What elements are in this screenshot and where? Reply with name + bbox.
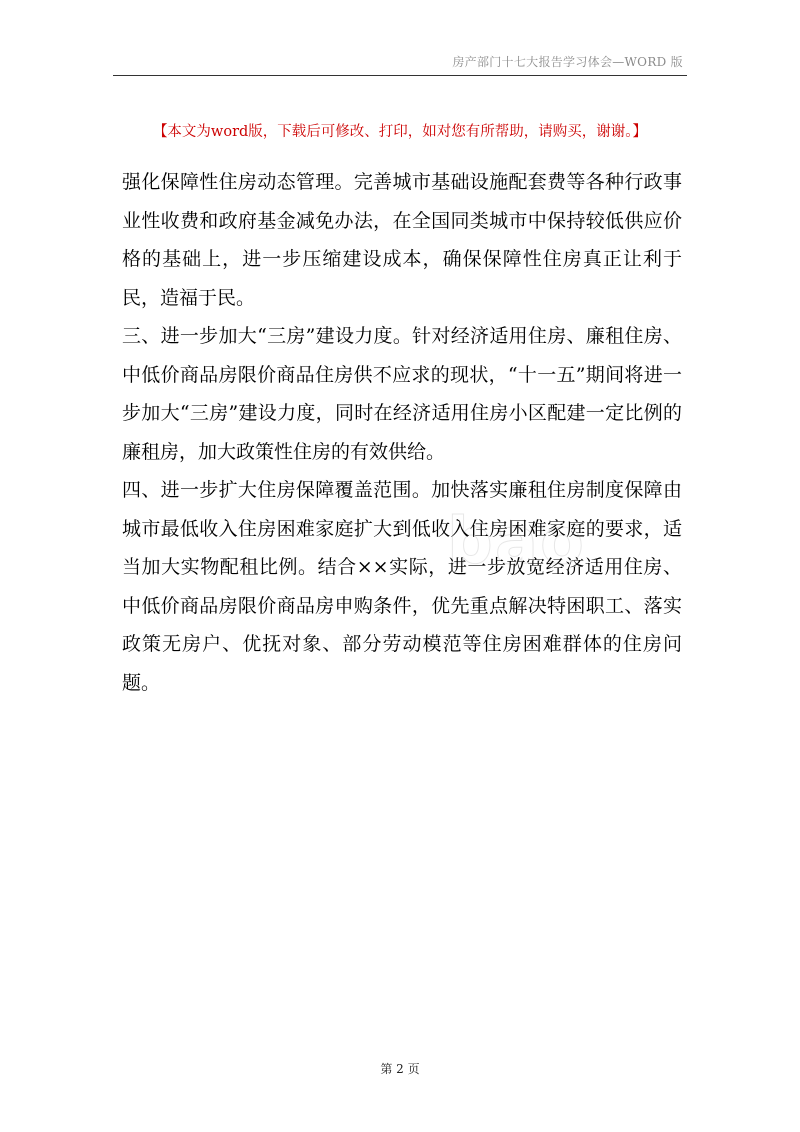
document-body	[122, 163, 682, 702]
watermark-logo: bao	[447, 505, 586, 579]
paragraph-3: 四、进一步扩大住房保障覆盖范围。加快落实廉租住房制度保障由城市最低收入住房困难家庭扩大到低收入住房困难家庭的要求，适当加大实物配租比例。结合××实际，进一步放宽经济适用住房、中低价商品房限价商品房申购条件，优先重点解决特困职工、落实政策无房户、优抚对象、部分劳动模范等住房困难群体的住房问题。	[122, 479, 682, 694]
purchase-notice: 【本文为word版，下载后可修改、打印，如对您有所帮助，请购买，谢谢。】	[152, 124, 648, 140]
page-footer: 第 2 页	[380, 1062, 420, 1076]
paragraph-1: 强化保障性住房动态管理。完善城市基础设施配套费等各种行政事业性收费和政府基金减免办法，在全国同类城市中保持较低供应价格的基础上，进一步压缩建设成本，确保保障性住房真正让利于民，造福于民。	[122, 171, 682, 309]
paragraph-2: 三、进一步加大“三房”建设力度。针对经济适用住房、廉租住房、中低价商品房限价商品住房供不应求的现状，“十一五”期间将进一步加大“三房”建设力度，同时在经济适用住房小区配建一定比例的廉租房，加大政策性住房的有效供给。	[122, 325, 682, 463]
page-header	[113, 50, 687, 76]
header-title: 房产部门十七大报告学习体会—WORD 版	[452, 55, 683, 69]
